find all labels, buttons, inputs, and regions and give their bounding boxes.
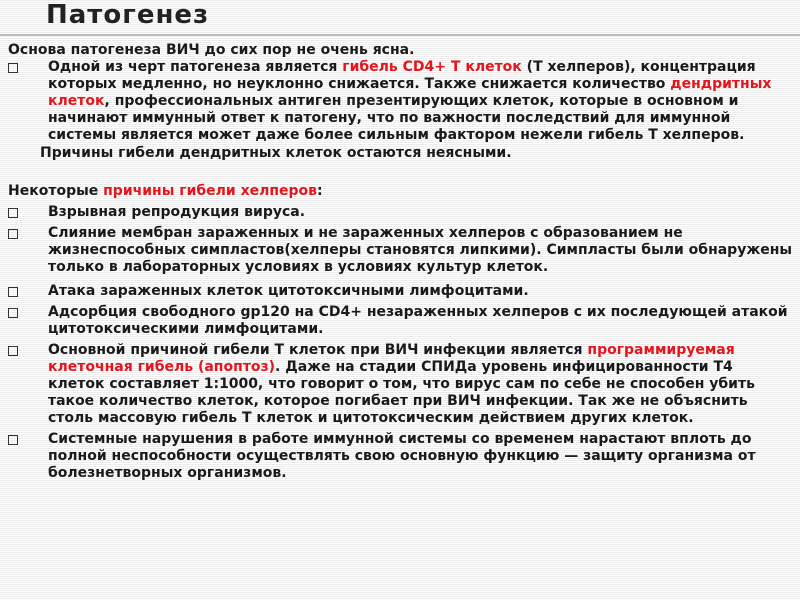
- text-run: Некоторые: [8, 183, 104, 199]
- highlight-apoptosis: программируемая клеточная гибель (апоптоз): [48, 342, 735, 375]
- bullet-text: Слияние мембран зараженных и не зараженных хелперов с образованием не жизнеспособных симпластов(хелперы становятся липкими). Симпласты были обнаружены только в лабораторных условиях в условиях культур клеток.: [48, 225, 793, 275]
- bullet-text: Атака зараженных клеток цитотоксичными лимфоцитами.: [48, 283, 529, 299]
- bullet-text: Системные нарушения в работе иммунной системы со временем нарастают вплоть до полной неспособности осуществлять свою основную функцию — защиту организма от болезнетворных организмов.: [48, 431, 756, 481]
- highlight-dendritic-cells: дендритных клеток: [48, 76, 772, 109]
- intro-text: Основа патогенеза ВИЧ до сих пор не очень ясна.: [8, 42, 415, 58]
- bullet-text: [48, 59, 794, 144]
- bullet-text: Взрывная репродукция вируса.: [48, 204, 306, 220]
- bullet-square-icon: [8, 308, 21, 317]
- slide-title: Патогенез: [46, 0, 210, 30]
- list-item-pathogenesis: [8, 59, 794, 144]
- bullet-text: Адсорбция свободного gp120 на CD4+ незараженных хелперов с их последующей атакой цитотоксическими лимфоцитами.: [48, 304, 788, 337]
- list-item-cause: [8, 342, 794, 427]
- text-run: (Т хелперов), концентрация которых медленно, но неуклонно снижается. Также снижается количество: [48, 59, 756, 92]
- bullet-square-icon: [8, 63, 21, 72]
- slide-content: [8, 40, 794, 482]
- text-run: :: [317, 183, 323, 199]
- bullet-square-icon: [8, 287, 21, 296]
- text-run: Основной причиной гибели Т клеток при ВИЧ инфекции является: [48, 342, 588, 358]
- list-item-cause: [8, 204, 794, 221]
- highlight-cd4-death: гибель CD4+ T клеток: [342, 59, 522, 75]
- bullet-text: [48, 342, 794, 427]
- title-divider: [0, 34, 800, 36]
- dendritic-note: Причины гибели дендритных клеток остаются неясными.: [40, 145, 512, 161]
- highlight-helper-death-causes: причины гибели хелперов: [103, 183, 318, 199]
- list-item-cause: [8, 283, 794, 300]
- text-run: . Даже на стадии СПИДа уровень инфицированности Т4 клеток составляет 1:1000, что говорит о том, что вирус сам по себе не способен убить такое количество клеток, которое погибает при ВИЧ инфекции. Так же не объяснить столь массовую гибель Т клеток и цитотоксическим действием других клеток.: [48, 359, 755, 426]
- bullet-square-icon: [8, 229, 21, 238]
- bullet-square-icon: [8, 208, 21, 217]
- bullet-square-icon: [8, 346, 21, 355]
- list-item-cause: [8, 225, 794, 276]
- text-run: Одной из черт патогенеза является: [48, 59, 343, 75]
- list-item-cause: [8, 431, 794, 482]
- text-run: , профессиональных антиген презентирующих клеток, которые в основном и начинают иммунный ответ к патогену, что по важности последствий для иммунной системы является может даже более сильным фактором нежели гибель Т хелперов.: [48, 93, 745, 143]
- bullet-square-icon: [8, 435, 21, 444]
- list-item-cause: [8, 304, 794, 338]
- causes-heading: [8, 183, 794, 200]
